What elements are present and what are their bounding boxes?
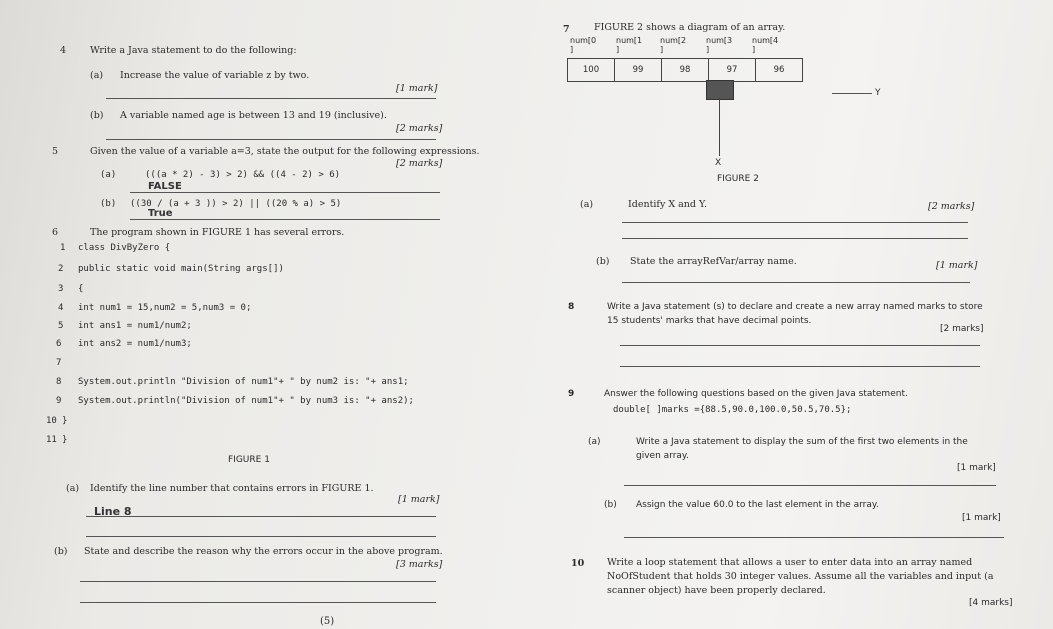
q7b-label: (b) [596, 256, 610, 267]
q10-text-line3: scanner object) have been properly declared. [607, 585, 826, 596]
x-pointer-line [719, 98, 720, 156]
q10-text-line1: Write a loop statement that allows a user to enter data into an array named [607, 557, 973, 568]
array-index-label: num[1 ] [616, 36, 643, 54]
q9a-label: (a) [588, 437, 601, 447]
q4b-text: A variable named age is between 13 and 19 (inclusive). [120, 110, 387, 121]
code-line: int num1 = 15,num2 = 5,num3 = 0; [78, 303, 252, 313]
code-line-number: 2 [58, 264, 64, 274]
code-line-number: 11 [46, 435, 57, 445]
array-index-label: num[2 ] [660, 36, 687, 54]
code-line: public static void main(String args[]) [78, 264, 284, 274]
q10-marks: [4 marks] [969, 598, 1013, 608]
code-line-number: 8 [56, 377, 62, 387]
array-cell: 96 [773, 65, 785, 75]
q7-caption: FIGURE 2 shows a diagram of an array. [594, 22, 786, 33]
q7b-text: State the arrayRefVar/array name. [630, 256, 797, 267]
q6a-answer-line-2 [86, 536, 436, 537]
q9b-marks: [1 mark] [962, 513, 1001, 523]
q8-text-line1: Write a Java statement (s) to declare and create a new array named marks to store [607, 302, 983, 312]
q4-stem: Write a Java statement to do the following: [90, 45, 297, 56]
array-index-label: num[3 ] [706, 36, 733, 54]
q8-answer-line [620, 345, 980, 346]
q10-number: 10 [571, 558, 585, 569]
q9b-answer-line [624, 537, 1004, 538]
code-line-number: 9 [56, 396, 62, 406]
figure-1-caption: FIGURE 1 [228, 455, 270, 465]
q8-text-line2: 15 students' marks that have decimal points. [607, 316, 812, 326]
code-line-number: 1 [60, 243, 66, 253]
array-cell: 99 [615, 59, 662, 81]
q6a-text: Identify the line number that contains errors in FIGURE 1. [90, 483, 374, 494]
q7a-answer-line-2 [622, 238, 968, 239]
q6b-answer-line [80, 581, 436, 582]
q8-number: 8 [568, 302, 575, 312]
q5a-label: (a) [100, 170, 117, 180]
q6a-marks: [1 mark] [398, 494, 440, 505]
code-line: } [62, 416, 68, 426]
code-line: System.out.println "Division of num1"+ " by num2 is: "+ ans1; [78, 377, 409, 387]
figure-2-caption: FIGURE 2 [717, 174, 759, 184]
q9a-answer-line [624, 485, 996, 486]
q9a-text-line2: given array. [636, 451, 689, 461]
code-line: class DivByZero { [78, 243, 171, 253]
y-label: Y [875, 88, 881, 98]
array-diagram [567, 58, 803, 82]
q5b-label: (b) [100, 199, 117, 209]
q7b-answer-line [622, 282, 970, 283]
q5b-expression: ((30 / (a + 3 )) > 2) || ((20 % a) > 5) [130, 199, 342, 209]
code-line-number: 5 [58, 321, 64, 331]
q5-marks: [2 marks] [396, 158, 443, 169]
q5b-answer: True [148, 208, 173, 219]
code-line: } [62, 435, 68, 445]
page-number: (5) [320, 616, 335, 627]
array-index-label: num[4 ] [752, 36, 779, 54]
q5-stem: Given the value of a variable a=3, state the output for the following expressions. [90, 146, 480, 157]
q5b-answer-line [130, 219, 440, 220]
q7b-marks: [1 mark] [936, 260, 978, 271]
q6b-text: State and describe the reason why the errors occur in the above program. [84, 546, 443, 557]
q4a-answer-line [106, 98, 436, 99]
code-line-number: 3 [58, 284, 64, 294]
q5a-expression: (((a * 2) - 3) > 2) && ((4 - 2) > 6) [145, 170, 341, 180]
array-highlight-cell [706, 80, 734, 100]
array-cell: 100 [568, 59, 615, 81]
q9a-marks: [1 mark] [957, 463, 996, 473]
q7a-answer-line [622, 222, 968, 223]
q6-stem: The program shown in FIGURE 1 has several errors. [90, 227, 345, 238]
code-line: int ans1 = num1/num2; [78, 321, 192, 331]
q9a-text-line1: Write a Java statement to display the sum of the first two elements in the [636, 437, 968, 447]
q7-number: 7 [563, 24, 570, 35]
q4b-marks: [2 marks] [396, 123, 443, 134]
q7a-marks: [2 marks] [928, 201, 975, 212]
array-cell: 97 [709, 59, 756, 81]
q5a-answer-line [130, 192, 440, 193]
q6a-answer-line [86, 516, 436, 517]
q4a-text: Increase the value of variable z by two. [120, 70, 310, 81]
q4-number: 4 [60, 45, 67, 56]
q4a-marks: [1 mark] [396, 83, 438, 94]
q5a-answer: FALSE [148, 181, 182, 192]
q9-stem: Answer the following questions based on the given Java statement. [604, 389, 908, 399]
q6a-label: (a) [66, 483, 80, 494]
x-label: X [715, 158, 722, 168]
code-line-number: 4 [58, 303, 64, 313]
q8-marks: [2 marks] [940, 324, 984, 334]
q10-text-line2: NoOfStudent that holds 30 integer values. Assume all the variables and input (a [607, 571, 994, 582]
q5-number: 5 [52, 146, 59, 157]
q9-number: 9 [568, 389, 575, 399]
code-line-number: 10 [46, 416, 57, 426]
q8-answer-line-2 [620, 366, 980, 367]
q4a-label: (a) [90, 70, 104, 81]
q6b-answer-line-2 [80, 602, 436, 603]
q9-code: double[ ]marks ={88.5,90.0,100.0,50.5,70.5}; [613, 405, 852, 415]
q4b-label: (b) [90, 110, 104, 121]
array-index-label: num[0 ] [570, 36, 597, 54]
y-pointer-line [832, 93, 872, 94]
q6a-answer: Line 8 [94, 505, 132, 518]
q6-number: 6 [52, 227, 59, 238]
code-line: System.out.println("Division of num1"+ " by num3 is: "+ ans2); [78, 396, 414, 406]
q9b-text: Assign the value 60.0 to the last element in the array. [636, 500, 879, 510]
q7a-label: (a) [580, 199, 594, 210]
q6b-marks: [3 marks] [396, 559, 443, 570]
code-line-number: 6 [56, 339, 62, 349]
code-line: { [78, 284, 84, 294]
q7a-text: Identify X and Y. [628, 199, 708, 210]
q6b-label: (b) [54, 546, 68, 557]
q9b-label: (b) [604, 500, 617, 510]
code-line-number: 7 [56, 358, 62, 368]
code-line: int ans2 = num1/num3; [78, 339, 192, 349]
array-cell: 98 [662, 59, 709, 81]
q4b-answer-line [106, 139, 436, 140]
